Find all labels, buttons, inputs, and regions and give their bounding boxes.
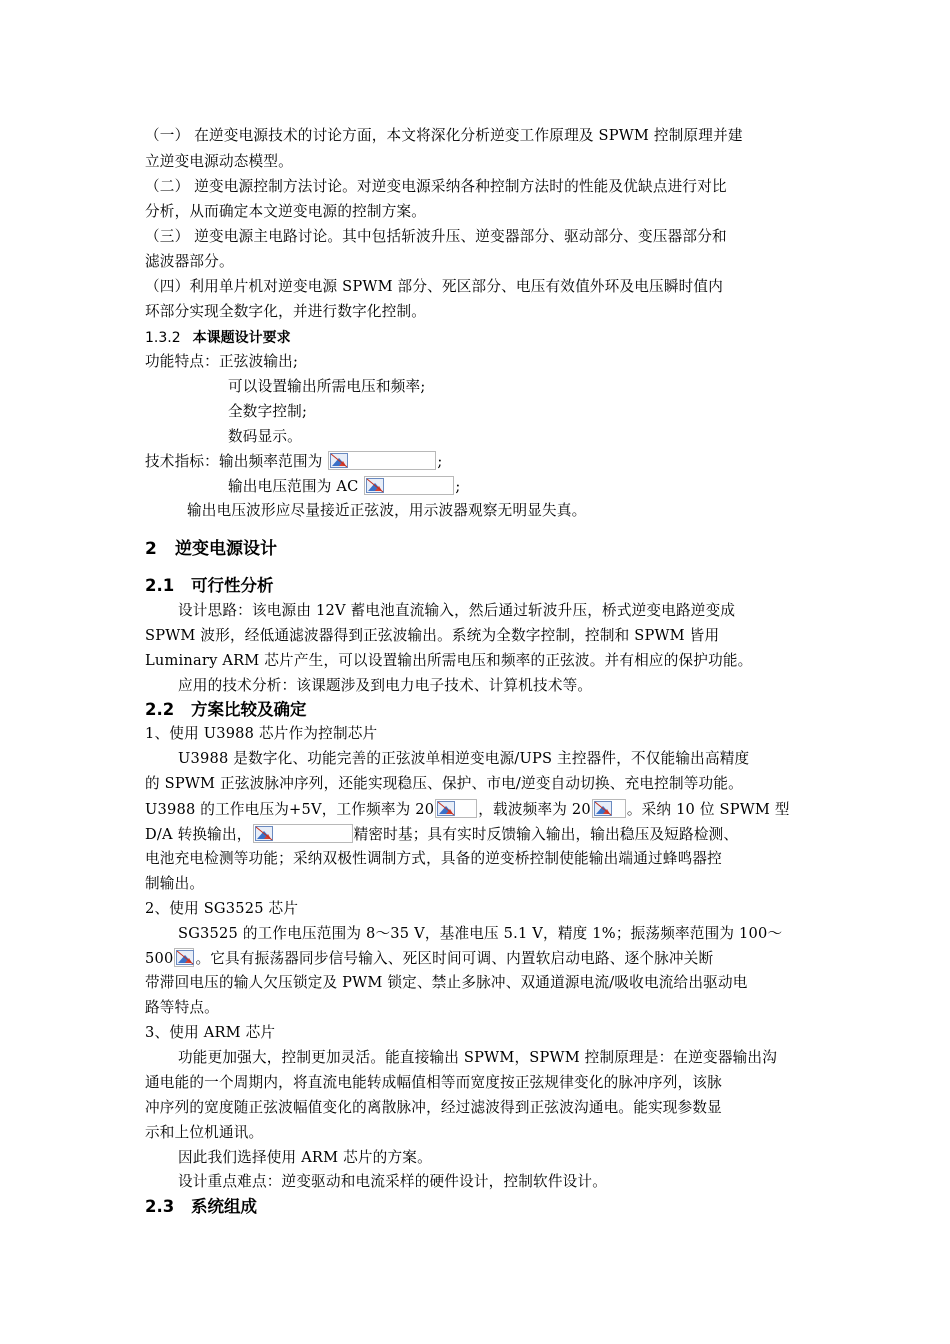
option-1-line-3 — [145, 799, 790, 820]
para2-line1: （二） 逆变电源控制方法讨论。对逆变电源采纳各种控制方法时的性能及优缺点进行对比 — [145, 178, 727, 195]
volt-suffix: ; — [455, 478, 461, 495]
text-run: 。采纳 10 位 SPWM 型 — [626, 801, 790, 818]
option-1-title: 1、使用 U3988 芯片作为控制芯片 — [145, 725, 378, 742]
text-run: ，载波频率为 20 — [478, 801, 591, 818]
section-2-2-heading — [145, 699, 307, 721]
option-2-line-4: 路等特点。 — [145, 999, 219, 1016]
option-3-line-3: 冲序列的宽度随正弦波幅值变化的离散脉冲，经过滤波得到正弦波沟通电。能实现参数显 — [145, 1099, 722, 1116]
section-title: 可行性分析 — [191, 576, 274, 595]
design-line-3: Luminary ARM 芯片产生，可以设置输出所需电压和频率的正弦波。并有相应的保护功能。 — [145, 652, 753, 669]
broken-image-icon — [364, 476, 454, 495]
feature-item: 数码显示。 — [228, 428, 302, 445]
chapter-number: 2 — [145, 539, 157, 559]
option-1-line-5: 电池充电检测等功能；采纳双极性调制方式，具备的逆变桥控制使能输出端通过蜂鸣器控 — [145, 850, 722, 867]
section-title: 系统组成 — [191, 1197, 257, 1216]
broken-image-icon — [174, 948, 194, 967]
broken-image-icon — [435, 799, 477, 818]
text-run: 500 — [145, 950, 174, 967]
para3-line2: 滤波器部分。 — [145, 253, 234, 270]
section-number: 2.2 — [145, 700, 175, 719]
section-2-1-heading — [145, 575, 274, 597]
feature-item: 可以设置输出所需电压和频率; — [228, 378, 426, 395]
option-1-line-4 — [145, 824, 738, 845]
option-1-line-2: 的 SPWM 正弦波脉冲序列，还能实现稳压、保护、市电/逆变自动切换、充电控制等功能。 — [145, 775, 743, 792]
features-label: 功能特点： — [145, 353, 219, 370]
choice-line: 因此我们选择使用 ARM 芯片的方案。 — [178, 1149, 432, 1166]
para4-line1: （四）利用单片机对逆变电源 SPWM 部分、死区部分、电压有效值外环及电压瞬时值内 — [145, 278, 724, 295]
freq-prefix: 输出频率范围为 — [218, 453, 323, 470]
option-3-title: 3、使用 ARM 芯片 — [145, 1024, 276, 1041]
option-2-line-3: 带滞回电压的输人欠压锁定及 PWM 锁定、禁止多脉冲、双通道源电流/吸收电流给出驱动电 — [145, 974, 748, 991]
option-3-line-2: 通电能的一个周期内，将直流电能转成幅值相等而宽度按正弦规律变化的脉冲序列，该脉 — [145, 1074, 722, 1091]
para1-line2: 立逆变电源动态模型。 — [145, 153, 293, 170]
option-2-line-1: SG3525 的工作电压范围为 8～35 V，基准电压 5.1 V，精度 1%；振荡频率范围为 100～ — [178, 925, 783, 942]
text-run: U3988 的工作电压为+5V，工作频率为 20 — [145, 801, 435, 818]
text-run: D/A 转换输出， — [145, 826, 252, 843]
option-3-line-1: 功能更加强大，控制更加灵活。能直接输出 SPWM，SPWM 控制原理是：在逆变器输出沟 — [178, 1049, 777, 1066]
para2-line2: 分析，从而确定本文逆变电源的控制方案。 — [145, 203, 427, 220]
text-run: 精密时基；具有实时反馈输入输出，输出稳压及短路检测、 — [353, 826, 739, 843]
para3-line1: （三） 逆变电源主电路讨论。其中包括斩波升压、逆变器部分、驱动部分、变压器部分和 — [145, 228, 727, 245]
chapter-2-heading — [145, 538, 277, 560]
option-1-line-1: U3988 是数字化、功能完善的正弦波单相逆变电源/UPS 主控器件，不仅能输出高精度 — [178, 750, 750, 767]
section-number: 2.3 — [145, 1197, 175, 1216]
focus-line: 设计重点难点：逆变驱动和电流采样的硬件设计，控制软件设计。 — [178, 1173, 608, 1190]
section-title: 方案比较及确定 — [191, 700, 307, 719]
option-3-line-4: 示和上位机通讯。 — [145, 1124, 264, 1141]
features-line-1 — [145, 352, 298, 372]
text-run: 。它具有振荡器同步信号输入、死区时间可调、内置软启动电路、逐个脉冲关断 — [195, 950, 714, 967]
broken-image-icon — [592, 799, 626, 818]
volt-prefix: 输出电压范围为 AC — [228, 478, 359, 495]
section-title: 本课题设计要求 — [192, 330, 291, 346]
section-1-3-2-heading — [145, 328, 291, 348]
option-2-line-2 — [145, 948, 713, 969]
option-2-title: 2、使用 SG3525 芯片 — [145, 900, 299, 917]
tech-analysis-line: 应用的技术分析：该课题涉及到电力电子技术、计算机技术等。 — [178, 677, 593, 694]
design-line-2: SPWM 波形，经低通滤波器得到正弦波输出。系统为全数字控制，控制和 SPWM 皆用 — [145, 627, 720, 644]
specs-label: 技术指标： — [145, 453, 219, 470]
chapter-title: 逆变电源设计 — [175, 539, 277, 559]
broken-image-icon — [328, 451, 436, 470]
feature-item: 全数字控制; — [228, 403, 308, 420]
spec-frequency-line — [145, 451, 443, 472]
broken-image-icon — [253, 824, 353, 843]
spec-voltage-line — [228, 476, 460, 497]
design-line-1: 设计思路：该电源由 12V 蓄电池直流输入，然后通过斩波升压，桥式逆变电路逆变成 — [178, 602, 736, 619]
section-number: 2.1 — [145, 576, 175, 595]
feature-item: 正弦波输出; — [218, 353, 299, 370]
section-2-3-heading — [145, 1196, 257, 1218]
spec-waveform-line: 输出电压波形应尽量接近正弦波，用示波器观察无明显失真。 — [187, 502, 587, 519]
section-number: 1.3.2 — [145, 330, 181, 346]
para4-line2: 环部分实现全数字化，并进行数字化控制。 — [145, 303, 427, 320]
freq-suffix: ; — [437, 453, 443, 470]
para1-line1: （一） 在逆变电源技术的讨论方面，本文将深化分析逆变工作原理及 SPWM 控制原理并建 — [145, 127, 743, 144]
option-1-line-6: 制输出。 — [145, 875, 205, 892]
